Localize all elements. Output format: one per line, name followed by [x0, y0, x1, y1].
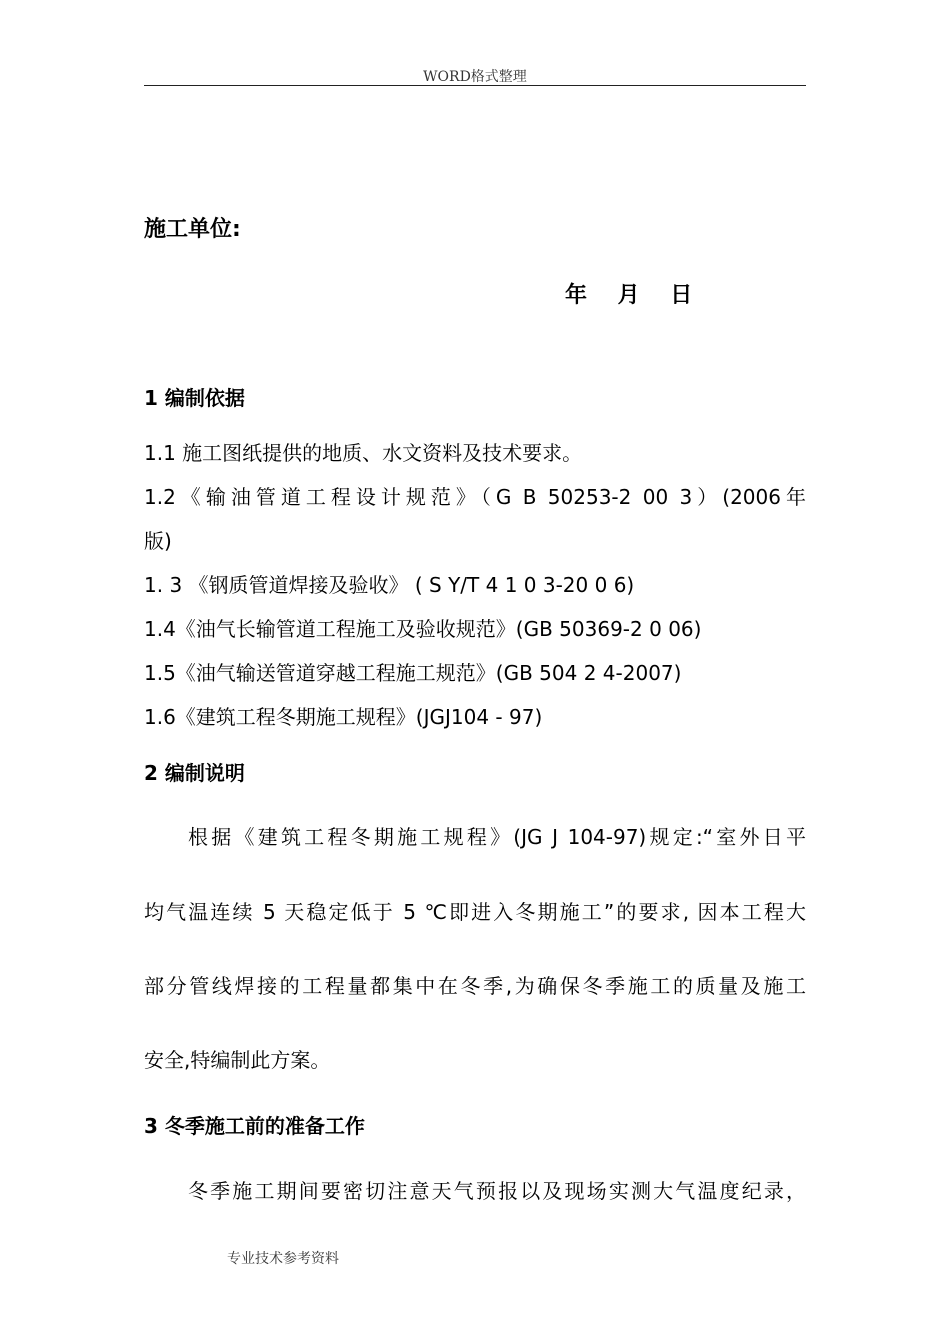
page-header: WORD格式整理	[423, 69, 527, 85]
basis-item: 1. 3 《钢质管道焊接及验收》 ( S Y/T 4 1 0 3-20 0 6)	[144, 573, 635, 597]
paragraph-line: 安全,特编制此方案。	[144, 1048, 331, 1072]
paragraph-line: 部分管线焊接的工程量都集中在冬季,为确保冬季施工的质量及施工	[144, 974, 806, 998]
date-label: 年 月 日	[565, 283, 693, 308]
basis-item: 1.2《输油管道工程设计规范》（G B 50253-2 00 3）(2006年	[144, 485, 806, 509]
paragraph-line: 均气温连续 5 天稳定低于 5 ℃即进入冬期施工”的要求, 因本工程大	[144, 900, 806, 924]
paragraph-line: 冬季施工期间要密切注意天气预报以及现场实测大气温度纪录，	[188, 1179, 806, 1203]
basis-item: 1.1 施工图纸提供的地质、水文资料及技术要求。	[144, 441, 583, 465]
basis-item: 1.4《油气长输管道工程施工及验收规范》(GB 50369-2 0 06)	[144, 617, 702, 641]
basis-item-continuation: 版)	[144, 529, 172, 553]
section-3-heading: 3 冬季施工前的准备工作	[144, 1114, 365, 1138]
page-footer: 专业技术参考资料	[227, 1251, 339, 1267]
section-2-heading: 2 编制说明	[144, 761, 245, 785]
paragraph-line: 根据《建筑工程冬期施工规程》(JG J 104-97)规定:“室外日平	[188, 825, 806, 849]
basis-item: 1.6《建筑工程冬期施工规程》(JGJ104 - 97)	[144, 705, 543, 729]
basis-item: 1.5《油气输送管道穿越工程施工规范》(GB 504 2 4-2007)	[144, 661, 682, 685]
header-divider	[144, 85, 806, 86]
section-1-heading: 1 编制依据	[144, 386, 245, 410]
construction-unit-label: 施工单位:	[144, 217, 241, 242]
